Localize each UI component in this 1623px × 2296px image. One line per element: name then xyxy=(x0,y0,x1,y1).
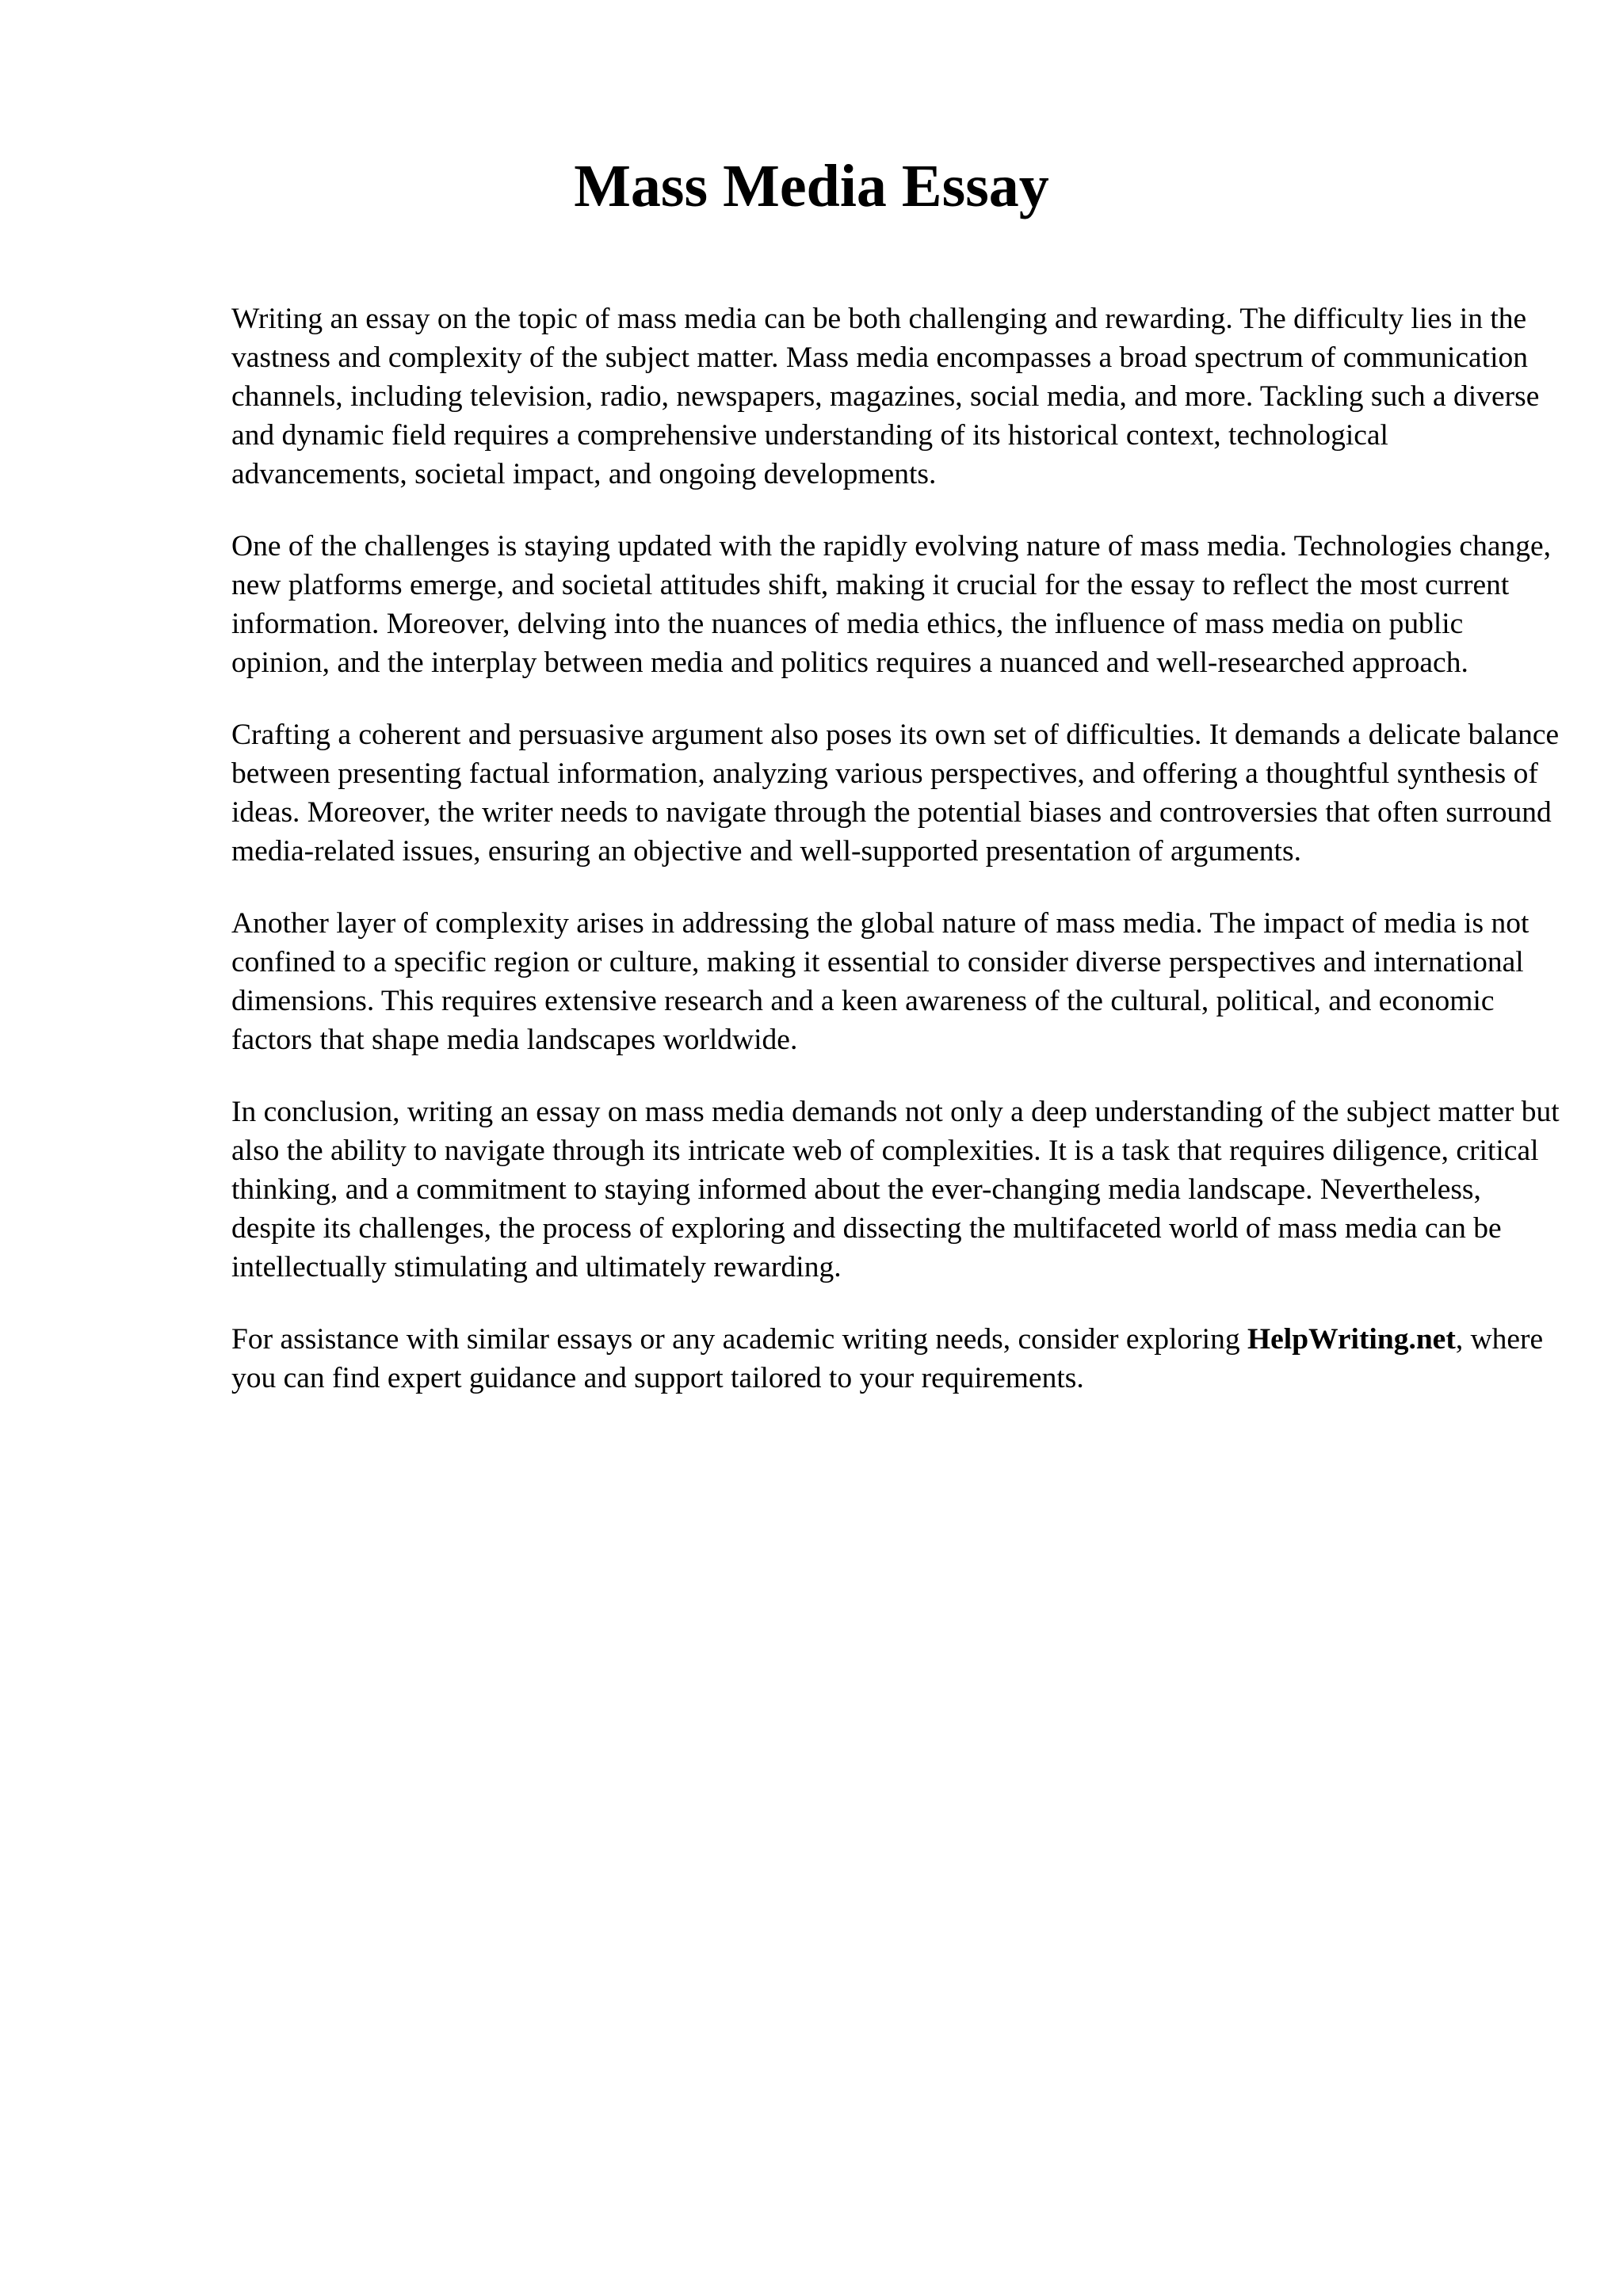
paragraph-conclusion: In conclusion, writing an essay on mass media demands not only a deep understanding of the subject matter but also the ability to navigate through its intricate web of complexities. It is a task that requires diligence, critical thinking, and a commitment to staying informed about the ever-changing media landscape. Nevertheless, despite its challenges, the process of exploring and dissecting the multifaceted world of mass media can be intellectually stimulating and ultimately rewarding. xyxy=(231,1096,1560,1283)
paragraph-closing xyxy=(231,1320,1563,1398)
brand-name: HelpWriting.net xyxy=(1247,1323,1456,1356)
paragraph-challenges: One of the challenges is staying updated with the rapidly evolving nature of mass media. Technologies change, new platforms emerge, and societal attitudes shift, making it crucial for the essay to reflect the most current information. Moreover, delving into the nuances of media ethics, the influence of mass media on public opinion, and the interplay between media and politics requires a nuanced and well-researched approach. xyxy=(231,530,1551,679)
closing-text-before: For assistance with similar essays or any academic writing needs, consider exploring xyxy=(231,1323,1247,1356)
document-body xyxy=(231,299,1563,1431)
paragraph-global: Another layer of complexity arises in addressing the global nature of mass media. The impact of media is not confined to a specific region or culture, making it essential to consider diverse perspectives and international dimensions. This requires extensive research and a keen awareness of the cultural, political, and economic factors that shape media landscapes worldwide. xyxy=(231,907,1529,1056)
closing-text-after: , where you can find expert guidance and support tailored to your requirements. xyxy=(231,1323,1544,1394)
paragraph-intro: Writing an essay on the topic of mass media can be both challenging and rewarding. The difficulty lies in the vastness and complexity of the subject matter. Mass media encompasses a broad spectrum of communication channels, including television, radio, newspapers, magazines, social media, and more. Tackling such a diverse and dynamic field requires a comprehensive understanding of its historical context, technological advancements, societal impact, and ongoing developments. xyxy=(231,303,1540,490)
document-title: Mass Media Essay xyxy=(574,153,1049,219)
paragraph-argument: Crafting a coherent and persuasive argument also poses its own set of difficulties. It demands a delicate balance between presenting factual information, analyzing various perspectives, and offering a thoughtful synthesis of ideas. Moreover, the writer needs to navigate through the potential biases and controversies that often surround media-related issues, ensuring an objective and well-supported presentation of arguments. xyxy=(231,719,1560,868)
